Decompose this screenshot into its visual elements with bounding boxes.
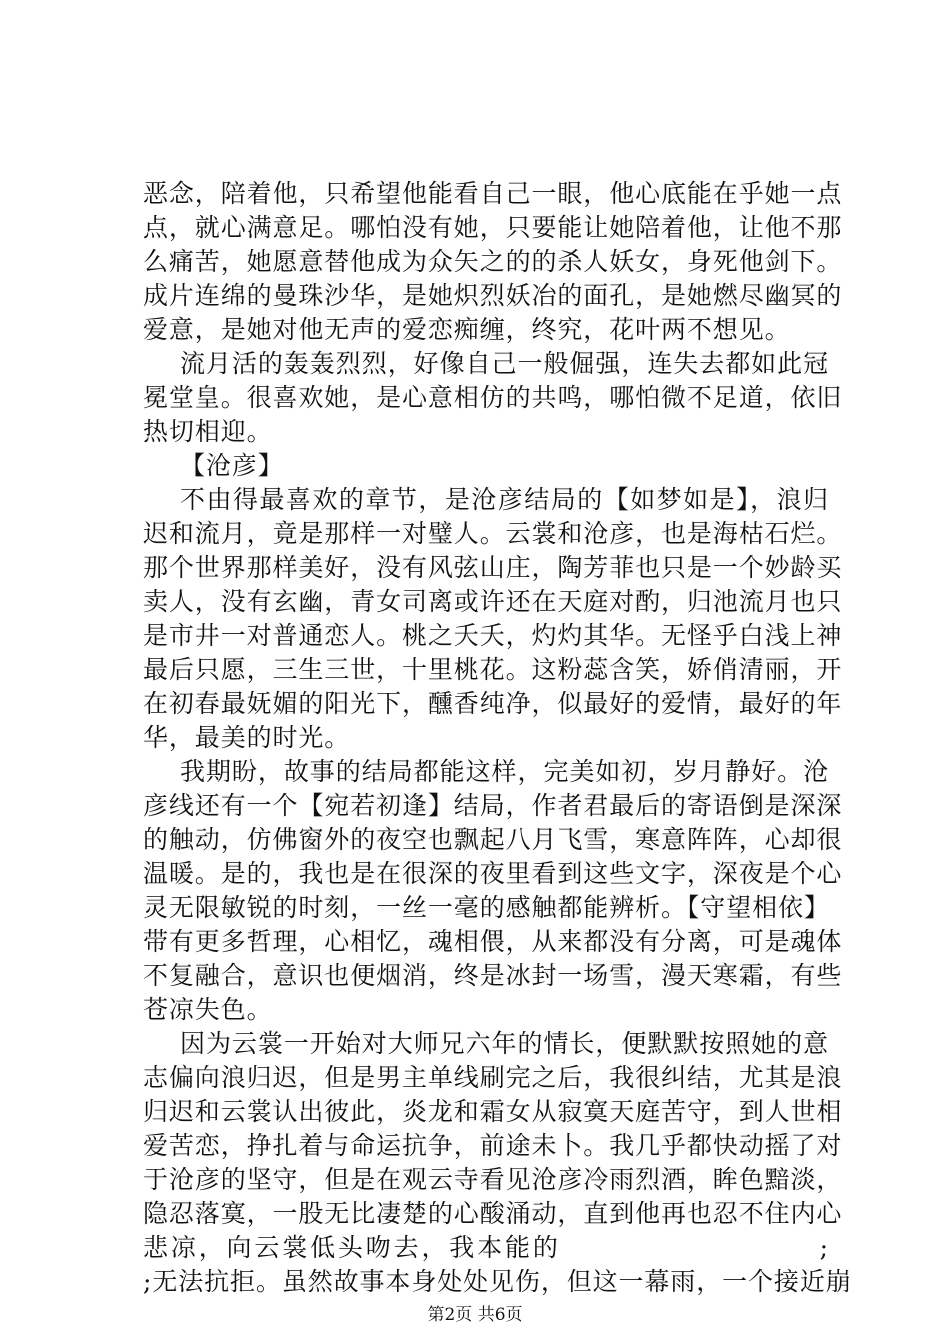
text-line: 爱苦恋，挣扎着与命运抗争，前途未卜。我几乎都快动摇了对 [143,1131,843,1160]
text-line: 冕堂皇。很喜欢她，是心意相仿的共鸣，哪怕微不足道，依旧 [143,383,843,412]
text-line: 不复融合，意识也便烟消，终是冰封一场雪，漫天寒霜，有些 [143,961,843,990]
text-line: 悲凉，向云裳低头吻去，我本能的 ; [143,1233,829,1262]
text-line: 隐忍落寞，一股无比凄楚的心酸涌动，直到他再也忍不住内心 [143,1199,843,1228]
text-line: 成片连绵的曼珠沙华，是她炽烈妖冶的面孔，是她燃尽幽冥的 [143,281,843,310]
section-heading: 【沧彦】 [180,451,284,480]
text-line: 因为云裳一开始对大师兄六年的情长，便默默按照她的意 [180,1029,829,1058]
text-line: ;无法抗拒。虽然故事本身处处见伤，但这一幕雨，一个接近崩 [143,1267,852,1296]
text-line: 热切相迎。 [143,417,273,446]
text-line: 温暖。是的，我也是在很深的夜里看到这些文字，深夜是个心 [143,859,843,888]
text-line: 不由得最喜欢的章节，是沧彦结局的【如梦如是】，浪归 [180,485,829,514]
text-line: 带有更多哲理，心相忆，魂相偎，从来都没有分离，可是魂体 [143,927,843,956]
text-line: 爱意，是她对他无声的爱恋痴缠，终究，花叶两不想见。 [143,315,791,344]
text-line: 恶念，陪着他，只希望他能看自己一眼，他心底能在乎她一点 [143,179,843,208]
text-line: 最后只愿，三生三世，十里桃花。这粉蕊含笑，娇俏清丽，开 [143,655,843,684]
text-line: 迟和流月，竟是那样一对璧人。云裳和沧彦，也是海枯石烂。 [143,519,843,548]
text-line: 志偏向浪归迟，但是男主单线刷完之后，我很纠结，尤其是浪 [143,1063,843,1092]
text-line: 的触动，仿佛窗外的夜空也飘起八月飞雪，寒意阵阵，心却很 [143,825,843,854]
text-line: 卖人，没有玄幽，青女司离或许还在天庭对酌，归池流月也只 [143,587,843,616]
text-line: 我期盼，故事的结局都能这样，完美如初，岁月静好。沧 [180,757,829,786]
text-line: 归迟和云裳认出彼此，炎龙和霜女从寂寞天庭苦守，到人世相 [143,1097,843,1126]
text-line: 苍凉失色。 [143,995,273,1024]
text-line: 流月活的轰轰烈烈，好像自己一般倔强，连失去都如此冠 [180,349,829,378]
text-line: 那个世界那样美好，没有风弦山庄，陶芳菲也只是一个妙龄买 [143,553,843,582]
text-line: 灵无限敏锐的时刻，一丝一毫的感触都能辨析。【守望相依】 [143,893,830,922]
text-line: 么痛苦，她愿意替他成为众矢之的的杀人妖女，身死他剑下。 [143,247,843,276]
text-line: 点，就心满意足。哪怕没有她，只要能让她陪着他，让他不那 [143,213,843,242]
text-line: 彦线还有一个【宛若初逢】结局，作者君最后的寄语倒是深深 [143,791,843,820]
text-line: 于沧彦的坚守，但是在观云寺看见沧彦冷雨烈酒，眸色黯淡， [143,1165,843,1194]
text-line: 华，最美的时光。 [143,723,351,752]
text-line: 在初春最妩媚的阳光下，醺香纯净，似最好的爱情，最好的年 [143,689,843,718]
page-footer: 第2页 共6页 [427,1305,523,1325]
text-line: 是市井一对普通恋人。桃之夭夭，灼灼其华。无怪乎白浅上神 [143,621,843,650]
